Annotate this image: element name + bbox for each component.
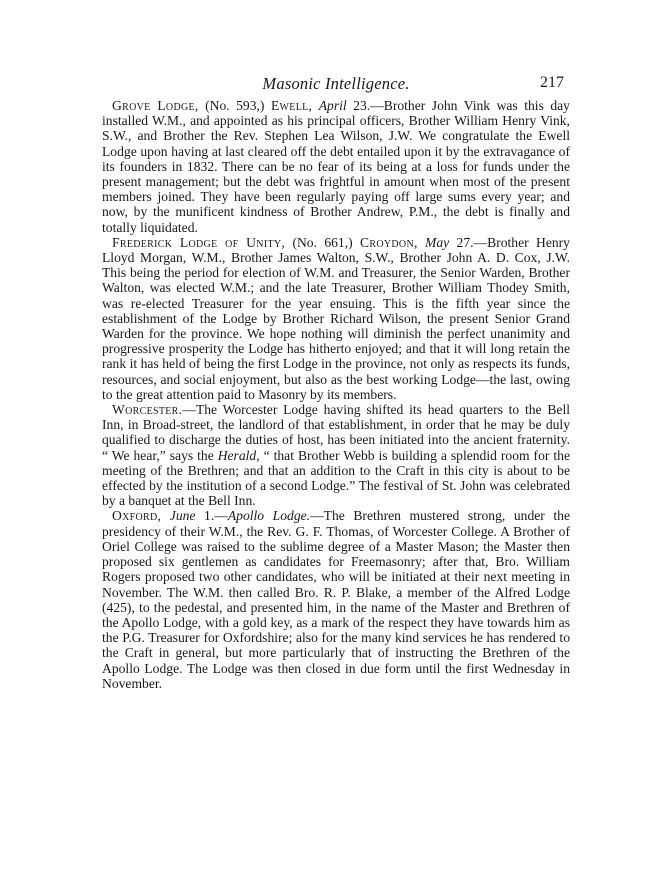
- text-run: Ewell,: [270, 98, 313, 113]
- text-run: May: [425, 234, 450, 250]
- text-run: 1.—: [195, 508, 228, 524]
- text-run: 23.—Brother John Vink was this day installed W.M., and appointed as his principal officers, Brother William Henry Vink, S.W., and Brother the Rev. Stephen Lea Wilson, J.W. We congratulate the Ewell Lodge upon having at last cleared off the debt entailed upon it by the extravagance of its founders in 1832. There can be no fear of its being at a loss for funds under the present management; but the debt was frightful in amount when most of the present members joined. They have been regularly paying off large sums every year; and now, by the munificent kindness of Brother Andrew, P.M., the debt is finally and totally liquidated.: [102, 98, 570, 235]
- text-run: [418, 235, 425, 250]
- article-heading: Grove Lodge,: [112, 98, 199, 113]
- article-body: [102, 235, 570, 402]
- article-body: [102, 402, 570, 508]
- text-run: Croydon,: [360, 234, 418, 250]
- text-run: (No. 661,): [285, 234, 361, 250]
- article-grove-lodge: [102, 98, 570, 235]
- text-run: (No. 593,): [198, 98, 271, 113]
- text-run: —The Brethren mustered strong, under the presidency of their W.M., the Rev. G. F. Thomas, of Worcester College. A Brother of Oriel College was raised to the sublime degree of a Master Mason; the Master then proposed six gentlemen as candidates for Freemasonry; after that, Bro. William Rogers proposed two other candidates, who will be initiated at their next meeting in November. The W.M. then called Bro. R. P. Blake, a member of the Alfred Lodge (425), to the pedestal, and presented him, in the name of the Master and Brethren of the Apollo Lodge, with a gold key, as a mark of the respect they have towards him as the P.G. Treasurer for Oxfordshire; also for the many kind services he has rendered to the Craft in general, but more particularly that of instructing the Brethren of the Apollo Lodge. The Lodge was then closed in due form until the first Wednesday in November.: [102, 508, 570, 691]
- running-head: [102, 74, 570, 98]
- text-run: Apollo Lodge.: [227, 508, 311, 524]
- article-body: [102, 98, 570, 235]
- article-heading: Oxford,: [112, 508, 162, 524]
- page-number: 217: [540, 74, 564, 91]
- running-title: Masonic Intelligence.: [262, 74, 410, 93]
- text-run: [161, 508, 170, 523]
- text-run: —The Worcester Lodge having shifted its head quarters to the Bell Inn, in Broad-street, the landlord of that establishment, in order that he may be duly qualified to discharge the duties of host, has been initiated into the ancient fraternity. “ We hear,” says the: [102, 402, 570, 463]
- article-worcester: [102, 402, 570, 508]
- article-oxford: [102, 508, 570, 690]
- text-run: June: [169, 508, 196, 524]
- page: [102, 74, 570, 691]
- text-run: 27.—Brother Henry Lloyd Morgan, W.M., Brother James Walton, S.W., Brother John A. D. Cox, J.W. This being the period for election of W.M. and Treasurer, the Senior Warden, Brother Walton, was elected W.M.; and the late Treasurer, Brother William Thodey Smith, was re-elected Treasurer for the year ensuing. This is the fifth year since the establishment of the Lodge by Brother Richard Wilson, the present Senior Grand Warden for the province. We hope nothing will diminish the perfect unanimity and progressive prosperity the Lodge has hitherto enjoyed; and that it will long retain the rank it has held of being the first Lodge in the province, not only as respects its funds, resources, and social enjoyment, but also as the best working Lodge—the last, owing to the great attention paid to Masonry by its members.: [102, 234, 570, 402]
- article-body: [102, 508, 570, 690]
- article-frederick-lodge: [102, 235, 570, 402]
- text-run: Herald,: [217, 447, 260, 463]
- text-run: “ that Brother Webb is building a splendid room for the meeting of the Brethren; and that an addition to the Craft in this city is about to be effected by the institution of a second Lodge.” The festival of St. John was celebrated by a banquet at the Bell Inn.: [102, 447, 570, 509]
- text-run: April: [318, 98, 347, 113]
- article-heading: Worcester.: [112, 402, 183, 418]
- article-heading: Frederick Lodge of Unity,: [112, 234, 286, 250]
